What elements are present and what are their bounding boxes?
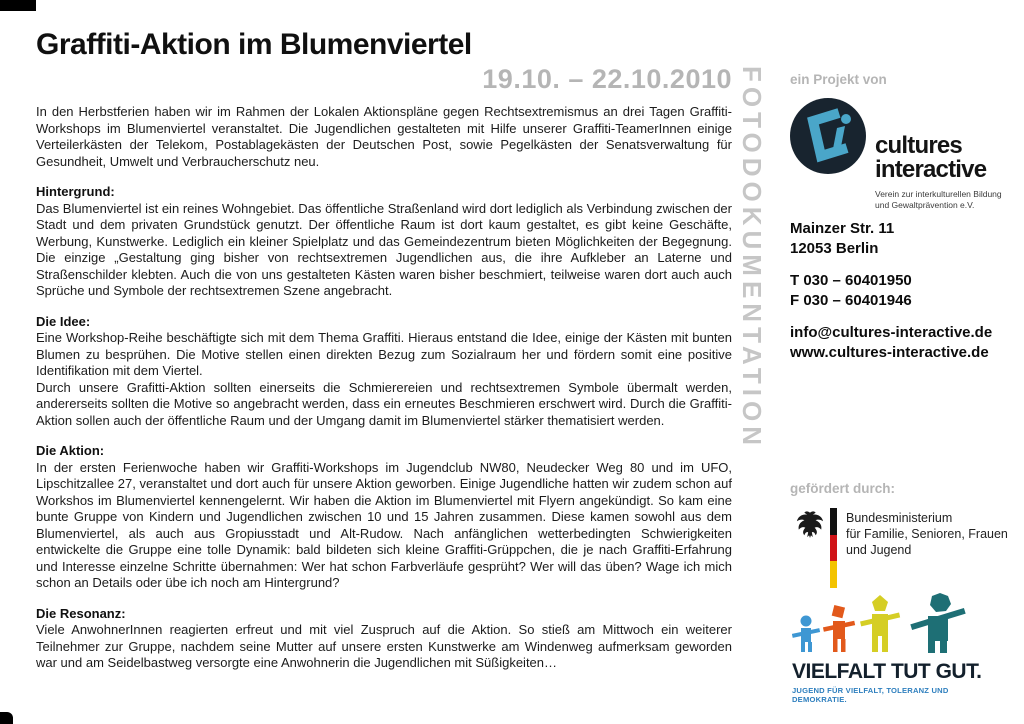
ministry-name bbox=[846, 510, 1008, 588]
section-heading-resonanz: Die Resonanz: bbox=[36, 605, 126, 621]
email-link[interactable]: info@cultures-interactive.de bbox=[790, 324, 993, 341]
crop-mark-bottom-left bbox=[0, 712, 13, 724]
ci-logo-text bbox=[875, 134, 1002, 211]
funded-label: gefördert durch: bbox=[790, 481, 896, 496]
document-body bbox=[36, 104, 732, 672]
section-heading-hintergrund: Hintergrund: bbox=[36, 184, 115, 199]
fax-number: F 030 – 60401946 bbox=[790, 292, 912, 309]
logo-name-line1: cultures bbox=[875, 132, 962, 159]
ci-monogram-icon bbox=[790, 98, 866, 174]
idee-paragraph-1: Eine Workshop-Reihe beschäftigte sich mit dem Thema Graffiti. Hieraus entstand die Idee, einige der Kästen mit bunten Blumen zu besprühen. Die Motive stellen einen direkten Bezug zum Sozialraum her und fördern somit eine positive Identifikation mit dem Viertel. bbox=[36, 330, 732, 378]
phone-block bbox=[790, 271, 1012, 311]
section-intro bbox=[36, 104, 732, 170]
phone-number: T 030 – 60401950 bbox=[790, 272, 912, 289]
project-label: ein Projekt von bbox=[790, 72, 887, 87]
ci-logo-icon bbox=[790, 98, 866, 174]
page-title: Graffiti-Aktion im Blumenviertel bbox=[36, 28, 472, 61]
address-street: Mainzer Str. 11 bbox=[790, 220, 895, 237]
address-city: 12053 Berlin bbox=[790, 240, 879, 257]
website-link[interactable]: www.cultures-interactive.de bbox=[790, 344, 989, 361]
section-heading-aktion: Die Aktion: bbox=[36, 443, 105, 458]
campaign-tagline: JUGEND FÜR VIELFALT, TOLERANZ UND DEMOKRATIE. bbox=[792, 686, 949, 704]
section-resonanz bbox=[36, 606, 732, 672]
idee-paragraph-2: Durch unsere Grafitti-Aktion sollten einerseits die Schmierereien und rechtsextremen Symbole übermalt werden, andererseits sollten die Motive so angebracht werden, dass ein erneutes Beschmieren erschwert wird. Durch die Graffiti-Aktion sollen auch der öffentliche Raum und der Umgang damit im Blumenviertel stärker thematisiert werden. bbox=[36, 379, 732, 428]
logo-subtitle-line2: und Gewaltprävention e.V. bbox=[875, 200, 975, 210]
logo-subtitle bbox=[875, 189, 1002, 211]
federal-eagle-icon bbox=[796, 508, 824, 540]
ministry-line1: Bundesministerium bbox=[846, 511, 953, 525]
ministry-logo bbox=[796, 508, 1008, 588]
logo-name-line2: interactive bbox=[875, 156, 987, 183]
sidebar bbox=[790, 72, 1012, 363]
aktion-paragraph: In der ersten Ferienwoche haben wir Graffiti-Workshops im Jugendclub NW80, Neudecker Weg 80 und im UFO, Lipschitzallee 27, veranstaltet und dort auch für unsere Aktion geworben. Einige Jugendliche hatten wir zudem schon auf Workshos im Blumenviertel kennengelernt. Wir haben die Aktion im Blumenviertel mit Flyern angekündigt. So kam eine bunte Gruppe von Kindern und Jugendlichen zwischen 10 und 15 Jahren zusammen. Diese kamen sowohl aus dem Blumenviertel, als auch aus Gropiusstadt und Alt-Rudow. Nach anfänglichen wetterbedingten Schwierigkeiten entwickelte die Gruppe eine tolle Dynamik: bald bildeten sich kleine Graffiti-Grüppchen, die je nach Graffiti-Erfahrung und Interesse einzelne Schritte übernahmen: Wer hat schon Farbverläufe gesprüht? Wer will das üben? Wage ich mich schon an Details oder übe ich noch am Hintergrund? bbox=[36, 459, 732, 590]
links-block bbox=[790, 323, 1012, 363]
campaign-title: VIELFALT TUT GUT. bbox=[792, 660, 982, 683]
ministry-line3: und Jugend bbox=[846, 543, 912, 557]
hintergrund-paragraph: Das Blumenviertel ist ein reines Wohngebiet. Das öffentliche Straßenland wird dort lediglich als Verbindung zwischen der Stadt und dem privaten Grundstück genutzt. Der öffentliche Raum ist dort kaum gestaltet, es gibt keine Geschäfte, Werbung, Kunstwerke. Lediglich ein kleiner Spielplatz und das Gemeindezentrum bieten Möglichkeiten der Begegnung. Die einzige „Gestaltung ging bisher von rechtsextremen Jugendlichen aus, die ihre Aufkleber an Laterne und Straßenschilder klebten. Auch die von uns gestalteten Kästen waren bisher beschmiert, teilweise waren dort auch auch Sprüche und Symbole der rechtsextremen Szene angebracht. bbox=[36, 200, 732, 298]
section-aktion bbox=[36, 443, 732, 592]
vielfalt-tut-gut-logo bbox=[792, 593, 1002, 704]
figures-icon bbox=[792, 593, 977, 653]
intro-paragraph: In den Herbstferien haben wir im Rahmen der Lokalen Aktionspläne gegen Rechtsextremismus an drei Tagen Graffiti-Workshops im Blumenviertel veranstaltet. Die Jugendlichen gestalteten mit Hilfe unserer Graffiti-TeamerInnen einige Verteilerkästen der Telekom, Postablagekästen der Deutschen Post, sowie Pegelkästen der Senatsverwaltung für Gesundheit, Umwelt und Verbraucherschutz neu. bbox=[36, 104, 732, 169]
section-hintergrund bbox=[36, 184, 732, 300]
date-range: 19.10. – 22.10.2010 bbox=[482, 64, 732, 94]
funded-by-section bbox=[790, 481, 1012, 496]
resonanz-paragraph: Viele AnwohnerInnen reagierten erfreut und mit viel Zuspruch auf die Aktion. So stieß am Mittwoch ein weiterer Teilnehmer zur Gruppe, nachdem seine Mutter auf unsere ersten Kunstwerke am Windenweg aufmerksam geworden war und am Seidelbastweg versorgte eine Anwohnerin die Jugendlichen mit Süßigkeiten… bbox=[36, 622, 732, 670]
address-block bbox=[790, 219, 1012, 259]
cultures-interactive-logo bbox=[790, 98, 1012, 211]
main-column bbox=[36, 28, 732, 672]
logo-subtitle-line1: Verein zur interkulturellen Bildung bbox=[875, 189, 1002, 199]
crop-mark-top-left bbox=[0, 0, 36, 11]
fotodokumentation-watermark: FOTODOKUMENTATION bbox=[737, 66, 767, 450]
section-idee bbox=[36, 314, 732, 430]
ministry-line2: für Familie, Senioren, Frauen bbox=[846, 527, 1008, 541]
section-heading-idee: Die Idee: bbox=[36, 313, 91, 329]
german-flag-stripe-icon bbox=[830, 508, 837, 588]
